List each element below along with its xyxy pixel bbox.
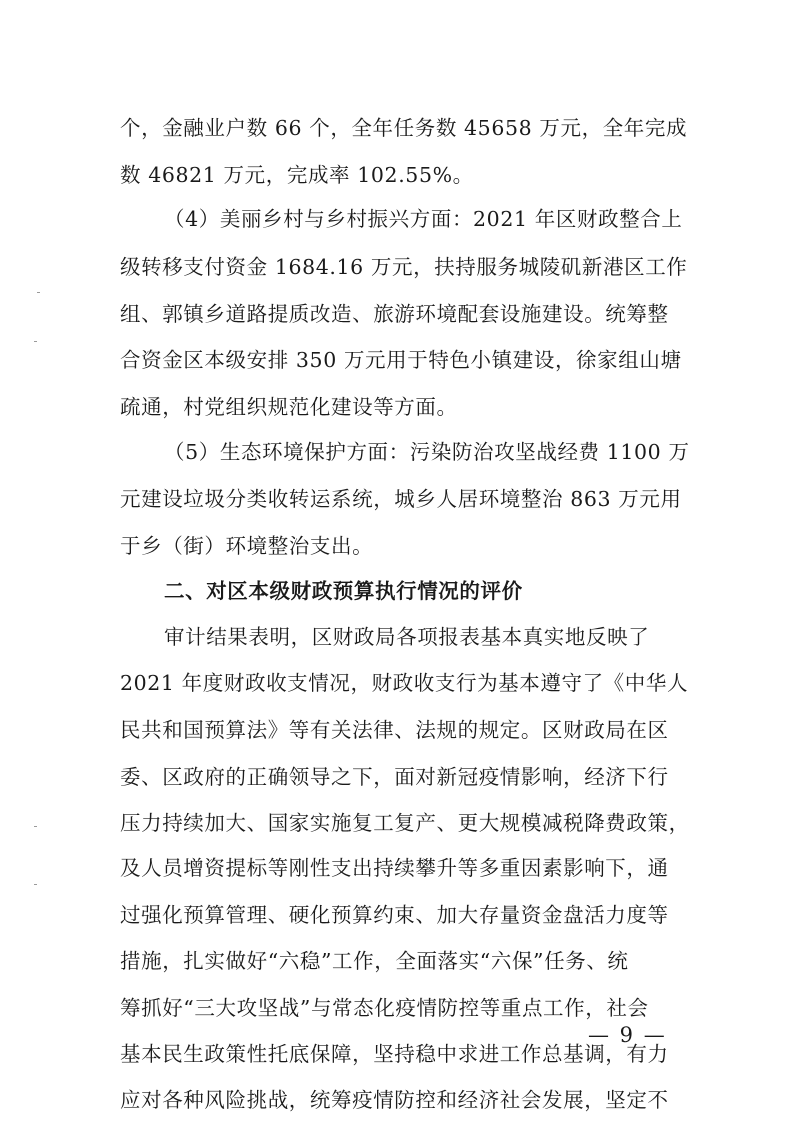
scan-speck [37, 292, 40, 293]
section-heading: 二、对区本级财政预算执行情况的评价 [164, 579, 523, 603]
text-line: 委、区政府的正确领导之下，面对新冠疫情影响，经济下行 [120, 765, 669, 789]
text-line: （4）美丽乡村与乡村振兴方面：2021 年区财政整合上 [164, 207, 683, 231]
text-line: 个，金融业户数 66 个，全年任务数 45658 万元，全年完成 [120, 116, 688, 140]
text-line: 审计结果表明，区财政局各项报表基本真实地反映了 [164, 625, 650, 649]
text-line: 组、郭镇乡道路提质改造、旅游环境配套设施建设。统筹整 [120, 302, 669, 326]
text-line: 数 46821 万元，完成率 102.55%。 [120, 163, 474, 187]
text-line: 过强化预算管理、硬化预算约束、加大存量资金盘活力度等 [120, 903, 669, 927]
text-line: 民共和国预算法》等有关法律、法规的规定。区财政局在区 [120, 718, 669, 742]
text-line: 应对各种风险挑战，统筹疫情防控和经济社会发展，坚定不 [120, 1088, 669, 1112]
text-line: 元建设垃圾分类收转运系统，城乡人居环境整治 863 万元用 [120, 487, 682, 511]
text-line: 级转移支付资金 1684.16 万元，扶持服务城陵矶新港区工作 [120, 255, 688, 279]
text-line: 及人员增资提标等刚性支出持续攀升等多重因素影响下，通 [120, 856, 669, 880]
scan-speck [34, 341, 37, 342]
text-line: 基本民生政策性托底保障，坚持稳中求进工作总基调，有力 [120, 1042, 669, 1066]
text-line: 合资金区本级安排 350 万元用于特色小镇建设，徐家组山塘 [120, 348, 682, 372]
scan-speck [34, 826, 37, 827]
text-line: 措施，扎实做好“六稳”工作，全面落实“六保”任务、统 [120, 949, 629, 973]
text-line: 于乡（街）环境整治支出。 [120, 534, 374, 558]
scan-speck [34, 884, 37, 885]
text-line: 2021 年度财政收支情况，财政收支行为基本遵守了《中华人 [120, 671, 689, 695]
text-line: （5）生态环境保护方面：污染防治攻坚战经费 1100 万 [164, 440, 690, 464]
text-line: 压力持续加大、国家实施复工复产、更大规模减税降费政策， [120, 811, 690, 835]
text-line: 疏通，村党组织规范化建设等方面。 [120, 395, 458, 419]
text-line: 筹抓好“三大攻坚战”与常态化疫情防控等重点工作，社会 [120, 996, 649, 1020]
page-number: — 9 — [588, 1023, 667, 1047]
